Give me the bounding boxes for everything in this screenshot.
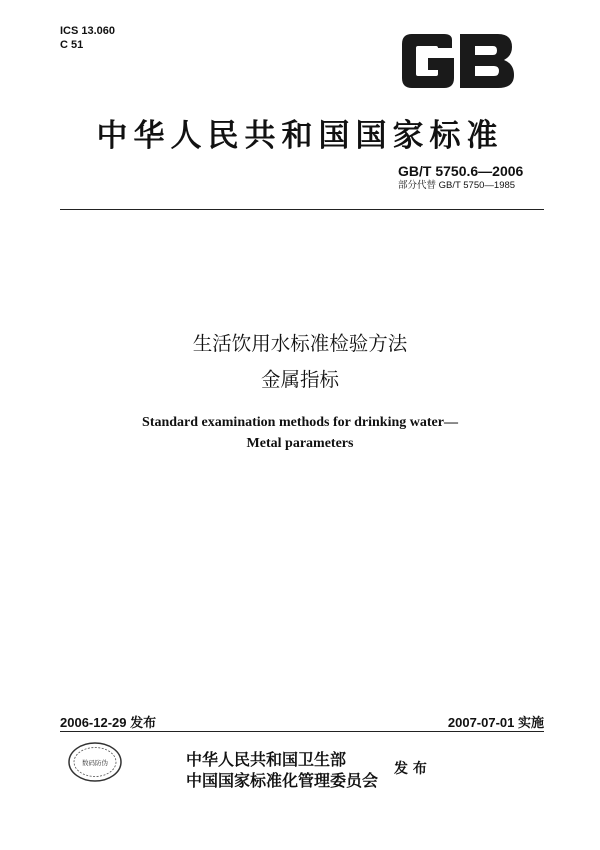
implementation-date: 2007-07-01 实施 bbox=[447, 715, 544, 730]
national-standard-title: 中华人民共和国国家标准 bbox=[96, 118, 504, 154]
gb-standard-logo-icon bbox=[398, 30, 516, 92]
ics-code: ICS 13.060 bbox=[60, 25, 116, 37]
seal-text: 数码防伪 bbox=[82, 759, 108, 767]
replaces-note: 部分代替 GB/T 5750—1985 bbox=[398, 180, 516, 191]
standard-number: GB/T 5750.6—2006 bbox=[398, 163, 524, 179]
letter-g-mark bbox=[402, 34, 454, 88]
issuer-standardization-administration: 中国国家标准化管理委员会 bbox=[186, 771, 379, 790]
letter-b-mark bbox=[460, 34, 514, 88]
ccs-code: C 51 bbox=[60, 39, 84, 51]
chinese-title-line-1: 生活饮用水标准检验方法 bbox=[192, 332, 408, 355]
english-title-line-2: Metal parameters bbox=[246, 436, 354, 451]
release-date: 2006-12-29 发布 bbox=[60, 715, 157, 730]
standard-number-block bbox=[398, 163, 523, 192]
issuer-ministry-of-health: 中华人民共和国卫生部 bbox=[186, 750, 347, 769]
header-divider bbox=[60, 209, 544, 210]
footer-divider bbox=[60, 731, 544, 732]
anti-counterfeit-seal-icon bbox=[66, 739, 124, 785]
classification-codes bbox=[60, 24, 115, 52]
issue-label: 发 布 bbox=[394, 761, 427, 777]
chinese-title-line-2: 金属指标 bbox=[260, 368, 339, 391]
english-title-line-1: Standard examination methods for drinking water— bbox=[142, 415, 458, 430]
